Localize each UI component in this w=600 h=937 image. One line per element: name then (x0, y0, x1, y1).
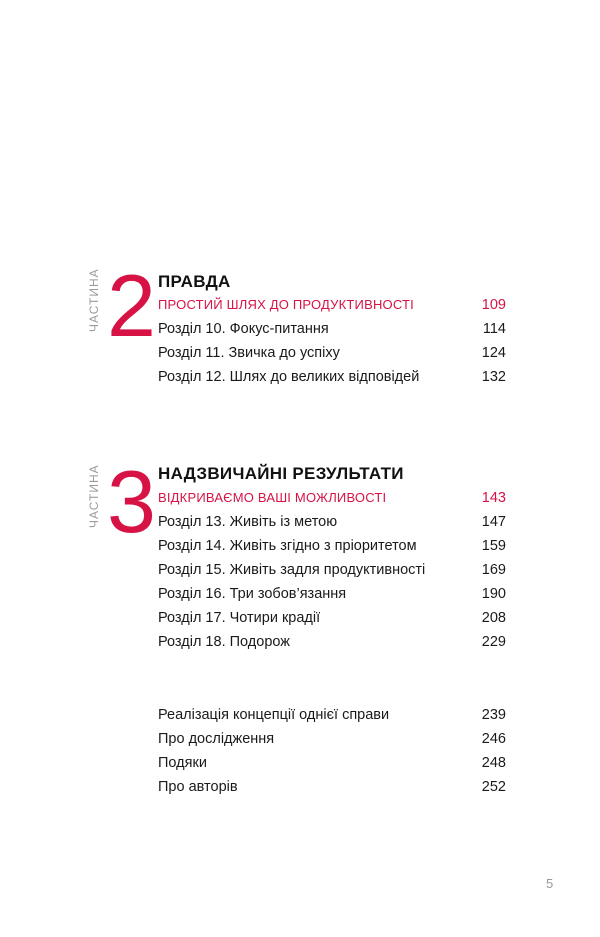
chapter-page: 190 (481, 586, 506, 602)
toc-row-chapter-10[interactable] (158, 318, 506, 340)
toc-row-chapter-15[interactable] (158, 559, 506, 581)
toc-row-back-matter[interactable] (158, 728, 506, 750)
part-2-subtitle-row[interactable] (158, 294, 506, 316)
part-3-label: ЧАСТИНА (87, 464, 101, 528)
chapter-title: Розділ 17. Чотири крадії (158, 610, 321, 626)
chapter-title: Розділ 16. Три зобов’язання (158, 586, 347, 602)
toc-row-back-matter[interactable] (158, 752, 506, 774)
back-matter-title: Подяки (158, 755, 207, 771)
part-3-subtitle-row[interactable] (158, 487, 506, 509)
toc-row-chapter-16[interactable] (158, 583, 506, 605)
toc-row-chapter-12[interactable] (158, 366, 506, 388)
chapter-page: 114 (482, 321, 506, 337)
toc-row-chapter-18[interactable] (158, 631, 506, 653)
back-matter-page: 246 (481, 731, 506, 747)
back-matter-page: 239 (481, 707, 506, 723)
back-matter-title: Про авторів (158, 779, 238, 795)
back-matter-page: 252 (481, 779, 506, 795)
part-2-title: ПРАВДА (158, 272, 231, 291)
chapter-page: 229 (481, 634, 506, 650)
back-matter-title: Реалізація концепції однієї справи (158, 707, 390, 723)
chapter-title: Розділ 10. Фокус-питання (158, 321, 329, 337)
part-3-subtitle: ВІДКРИВАЄМО ВАШІ МОЖЛИВОСТІ (158, 490, 387, 505)
part-2-number: 2 (107, 256, 156, 355)
chapter-page: 169 (481, 562, 506, 578)
part-2-subtitle-page: 109 (481, 297, 506, 313)
chapter-page: 147 (481, 514, 506, 530)
chapter-title: Розділ 13. Живіть із метою (158, 514, 338, 530)
chapter-page: 208 (481, 610, 506, 626)
part-3-number: 3 (107, 452, 156, 551)
back-matter-title: Про дослідження (158, 731, 275, 747)
chapter-title: Розділ 18. Подорож (158, 634, 290, 650)
chapter-title: Розділ 14. Живіть згідно з пріоритетом (158, 538, 417, 554)
toc-row-chapter-11[interactable] (158, 342, 506, 364)
part-2-subtitle: ПРОСТИЙ ШЛЯХ ДО ПРОДУКТИВНОСТІ (158, 297, 414, 312)
chapter-page: 159 (481, 538, 506, 554)
back-matter-page: 248 (481, 755, 506, 771)
part-2-label: ЧАСТИНА (87, 268, 101, 332)
part-3-subtitle-page: 143 (481, 490, 506, 506)
toc-row-back-matter[interactable] (158, 704, 506, 726)
chapter-title: Розділ 12. Шлях до великих відповідей (158, 369, 420, 385)
toc-row-chapter-13[interactable] (158, 511, 506, 533)
page-number: 5 (546, 876, 554, 891)
chapter-page: 124 (481, 345, 506, 361)
chapter-title: Розділ 11. Звичка до успіху (158, 345, 340, 361)
chapter-page: 132 (481, 369, 506, 385)
toc-row-chapter-17[interactable] (158, 607, 506, 629)
toc-row-back-matter[interactable] (158, 776, 506, 798)
part-3-title: НАДЗВИЧАЙНІ РЕЗУЛЬТАТИ (158, 464, 404, 483)
chapter-title: Розділ 15. Живіть задля продуктивності (158, 562, 426, 578)
toc-row-chapter-14[interactable] (158, 535, 506, 557)
